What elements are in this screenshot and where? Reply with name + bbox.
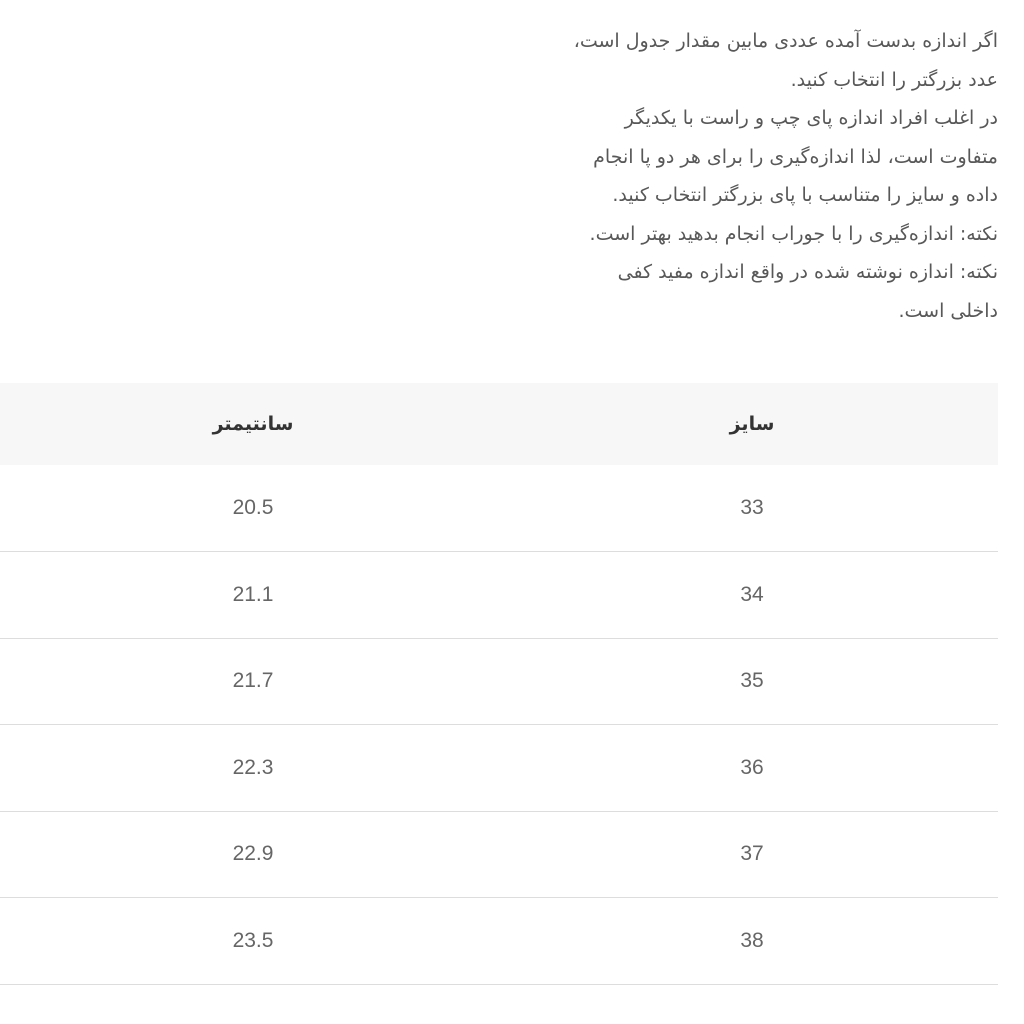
note-line: داده و سایز را متناسب با پای بزرگتر انتخاب کنید.	[612, 184, 998, 206]
table-body	[0, 465, 998, 984]
table-row	[0, 898, 998, 985]
note-line: متفاوت است، لذا اندازه‌گیری را برای هر دو پا انجام	[593, 145, 998, 168]
size-cell: 36	[740, 755, 764, 779]
table-row	[0, 465, 998, 552]
table-row	[0, 811, 998, 898]
note-line: نکته: اندازه‌گیری را با جوراب انجام بدهید بهتر است.	[589, 222, 998, 245]
note-line: عدد بزرگتر را انتخاب کنید.	[790, 68, 998, 91]
centimeter-cell: 23.5	[232, 928, 274, 952]
note-line: اگر اندازه بدست آمده عددی مابین مقدار جدول است،	[573, 30, 998, 52]
header-centimeter: سانتیمتر	[212, 413, 294, 435]
note-line: داخلی است.	[898, 299, 998, 322]
size-chart-table	[0, 383, 998, 985]
note-line: در اغلب افراد اندازه پای چپ و راست با یکدیگر	[624, 107, 998, 129]
centimeter-cell: 22.9	[232, 842, 274, 866]
centimeter-cell: 20.5	[232, 496, 274, 519]
table-row	[0, 552, 998, 639]
size-cell: 37	[740, 842, 764, 866]
note-line: نکته: اندازه نوشته شده در واقع اندازه مفید کفی	[617, 261, 998, 283]
size-cell: 38	[740, 928, 764, 952]
header-row	[0, 383, 998, 465]
centimeter-cell: 21.7	[232, 669, 274, 693]
size-guide-notes	[458, 22, 998, 330]
table-row	[0, 638, 998, 725]
size-cell: 33	[740, 496, 764, 519]
centimeter-cell: 22.3	[232, 755, 274, 779]
table-header	[0, 383, 998, 465]
header-size: سایز	[729, 413, 775, 435]
size-cell: 34	[740, 582, 764, 606]
table-row	[0, 725, 998, 812]
centimeter-cell: 21.1	[232, 582, 274, 606]
size-cell: 35	[740, 669, 764, 693]
